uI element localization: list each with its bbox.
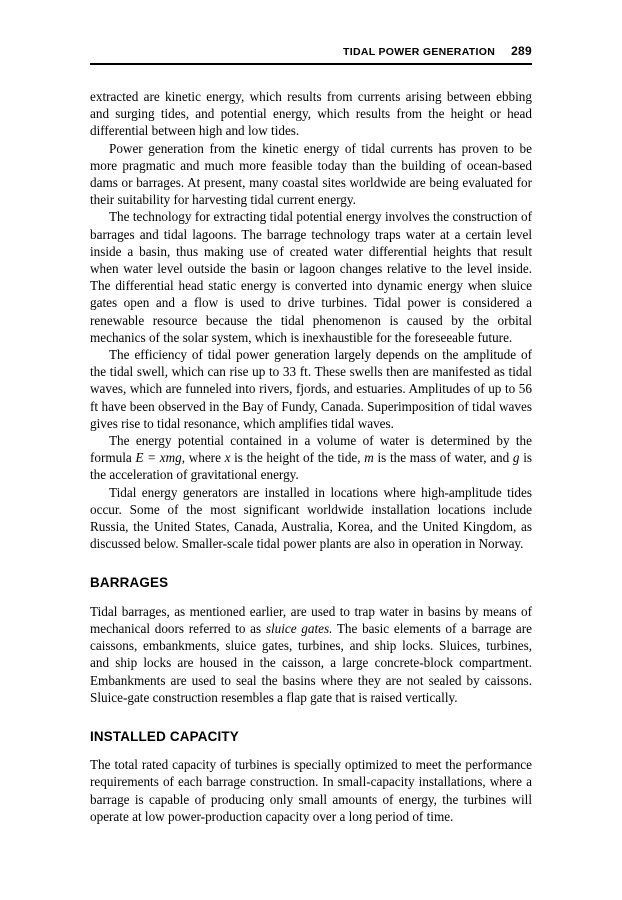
paragraph-continued: extracted are kinetic energy, which results from currents arising between ebbing and surging tides, and potential energy, which results from the height or head differential between high and low tides. (90, 89, 532, 139)
barrages-text-start: Tidal barrages, as mentioned earlier, are used to trap water in basins by means of mechanical doors referred to as (90, 603, 532, 636)
variable-x: x (224, 450, 231, 466)
header-chapter-title: TIDAL POWER GENERATION (343, 46, 496, 58)
barrages-text-end: The basic elements of a barrage are caissons, embankments, sluice gates, turbines, and ship locks. Sluices, turbines, and ship locks are housed in the caisson, a large concrete-block compartment. Embankments are used to seal the basins where they are not sealed by caissons. Sluice-gate construction resembles a flap gate that is raised vertically. (90, 620, 532, 705)
paragraph-technology: The technology for extracting tidal potential energy involves the construction of barrages and tidal lagoons. The barrage technology traps water at a certain level inside a basin, thus making use of created water differential heights that result when water level outside the basin or lagoon changes relative to the level inside. The differential head static energy is converted into dynamic energy when sluice gates open and a flow is used to drive turbines. Tidal power is considered a renewable resource because the tidal phenomenon is caused by the orbital mechanics of the solar system, which is inexhaustible for the foreseeable future. (90, 209, 532, 345)
energy-lead-text: The energy potential contained in a volume of water is determined by the formula (90, 433, 532, 466)
variable-m: m (364, 450, 374, 466)
barrages-italic-term: sluice gates. (265, 620, 333, 636)
variable-g: g (512, 450, 520, 466)
energy-text-m: is the mass of water, and (373, 450, 513, 466)
heading-barrages: BARRAGES (90, 575, 169, 591)
paragraph-power-generation: Power generation from the kinetic energy of tidal currents has proven to be more pragmatic and much more feasible today than the building of ocean-based dams or barrages. At present, many coastal sites worldwide are being evaluated for their suitability for harvesting tidal current energy. (90, 140, 532, 208)
spacer-after-barrages (90, 592, 532, 603)
spacer-after-installed-capacity (90, 745, 532, 756)
paragraph-efficiency: The efficiency of tidal power generation largely depends on the amplitude of the tidal swell, which can rise up to 33 ft. These swells then are manifested as tidal waves, which are funneled into rivers, fjords, and estuaries. Amplitudes of up to 56 ft have been observed in the Bay of Fundy, Canada. Superimposition of tidal waves gives rise to tidal resonance, which amplifies tidal waves. (90, 347, 532, 431)
paragraph-energy-formula (90, 432, 532, 484)
header-rule (90, 63, 532, 65)
energy-after-formula: , where (181, 450, 225, 466)
energy-text-x: is the height of the tide, (230, 450, 365, 466)
spacer-before-barrages (90, 552, 532, 574)
spacer-before-installed-capacity (90, 706, 532, 728)
page-content (90, 88, 532, 825)
paragraph-barrages (90, 603, 532, 706)
paragraph-tidal-generators: Tidal energy generators are installed in locations where high-amplitude tides occur. Some of the most significant worldwide installation locations include Russia, the United States, Canada, Australia, Korea, and the United Kingdom, as discussed below. Smaller-scale tidal power plants are also in operation in Norway. (90, 484, 532, 552)
energy-text-g: is the acceleration of gravitational energy. (90, 450, 532, 483)
header-page-number: 289 (511, 44, 532, 58)
paragraph-installed-capacity: The total rated capacity of turbines is specially optimized to meet the performance requirements of each barrage construction. In small-capacity installations, where a barrage is capable of producing only small amounts of energy, the turbines will operate at low power-production capacity over a long period of time. (90, 757, 532, 824)
heading-installed-capacity: INSTALLED CAPACITY (90, 728, 239, 744)
energy-formula: E = xmg (135, 450, 182, 466)
page-header (90, 44, 532, 58)
